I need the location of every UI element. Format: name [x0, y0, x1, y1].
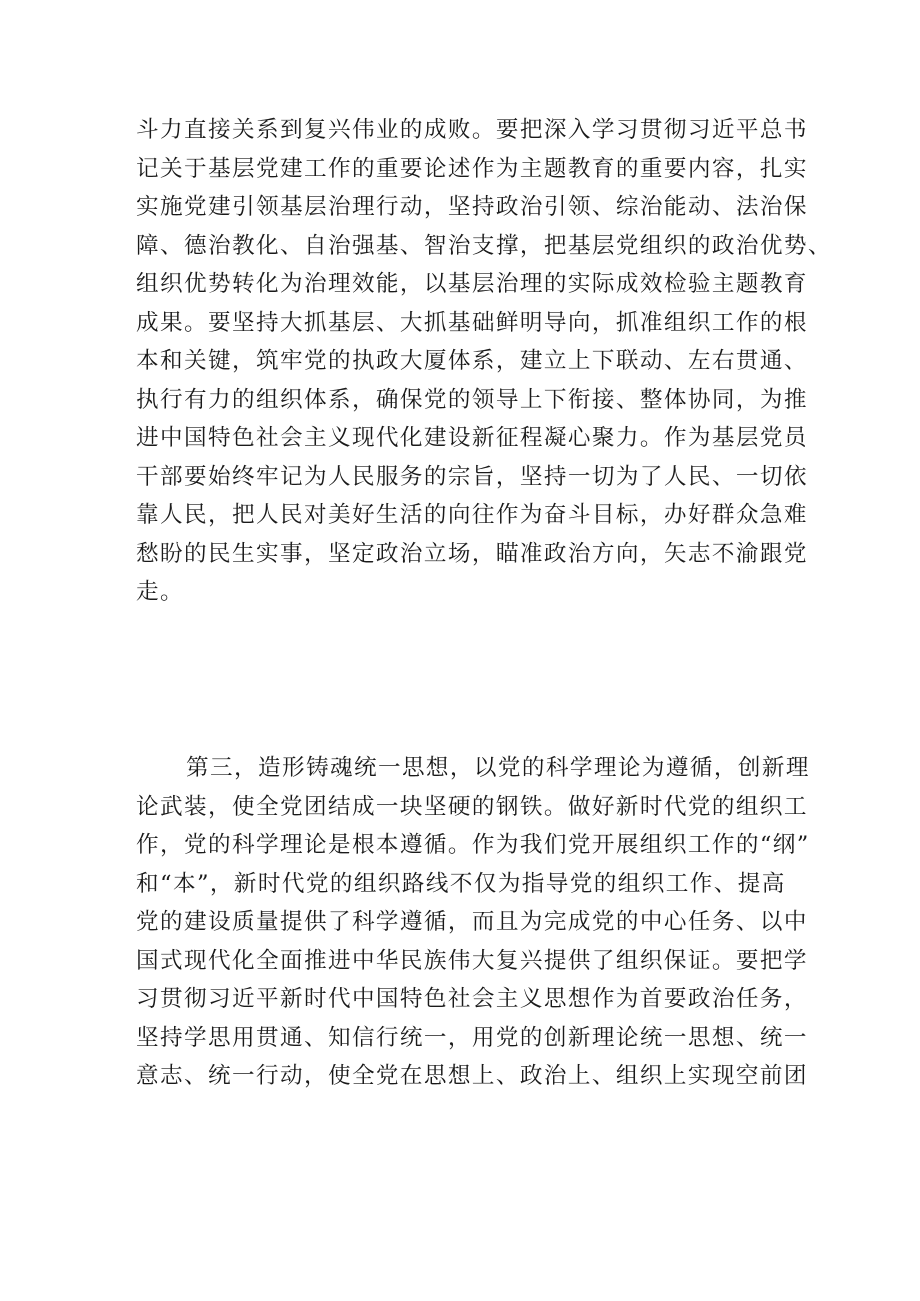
- paragraph-continuation: [136, 111, 832, 612]
- text-line: 靠人民，把人民对美好生活的向往作为奋斗目标，办好群众急难: [136, 502, 808, 528]
- text-line: 意志、统一行动，使全党在思想上、政治上、组织上实现空前团: [136, 1063, 808, 1089]
- text-line: 组织优势转化为治理效能，以基层治理的实际成效检验主题教育: [136, 271, 808, 297]
- text-line: 干部要始终牢记为人民服务的宗旨，坚持一切为了人民、一切依: [136, 463, 808, 490]
- text-line: 国式现代化全面推进中华民族伟大复兴提供了组织保证。要把学: [136, 947, 808, 974]
- text-line: 障、德治教化、自治强基、智治支撑，把基层党组织的政治优势、: [136, 232, 832, 259]
- text-line: 坚持学思用贯通、知信行统一，用党的创新理论统一思想、统一: [136, 1024, 808, 1051]
- paragraph-section-three: [136, 749, 810, 1096]
- text-line: 愁盼的民生实事，坚定政治立场，瞄准政治方向，矢志不渝跟党: [136, 540, 808, 567]
- text-line: 作，党的科学理论是根本遵循。作为我们党开展组织工作的“纲”: [136, 832, 810, 858]
- text-line: 成果。要坚持大抓基层、大抓基础鲜明导向，抓准组织工作的根: [136, 309, 808, 336]
- text-line: 实施党建引领基层治理行动，坚持政治引领、综治能动、法治保: [136, 194, 808, 220]
- text-line: 斗力直接关系到复兴伟业的成败。要把深入学习贯彻习近平总书: [136, 117, 808, 143]
- text-line: 和“本”，新时代党的组织路线不仅为指导党的组织工作、提高: [136, 870, 786, 897]
- text-line: 走。: [136, 579, 184, 605]
- text-line: 记关于基层党建工作的重要论述作为主题教育的重要内容，扎实: [136, 155, 808, 182]
- text-line-first: 第三，造形铸魂统一思想，以党的科学理论为遵循，创新理: [186, 755, 810, 781]
- text-line: 党的建设质量提供了科学遵循，而且为完成党的中心任务、以中: [136, 909, 808, 935]
- text-line: 进中国特色社会主义现代化建设新征程凝心聚力。作为基层党员: [136, 425, 808, 451]
- text-line: 习贯彻习近平新时代中国特色社会主义思想作为首要政治任务，: [136, 986, 808, 1012]
- text-line: 本和关键，筑牢党的执政大厦体系，建立上下联动、左右贯通、: [136, 348, 808, 374]
- text-line: 论武装，使全党团结成一块坚硬的钢铁。做好新时代党的组织工: [136, 793, 808, 820]
- text-line: 执行有力的组织体系，确保党的领导上下衔接、整体协同，为推: [136, 386, 808, 413]
